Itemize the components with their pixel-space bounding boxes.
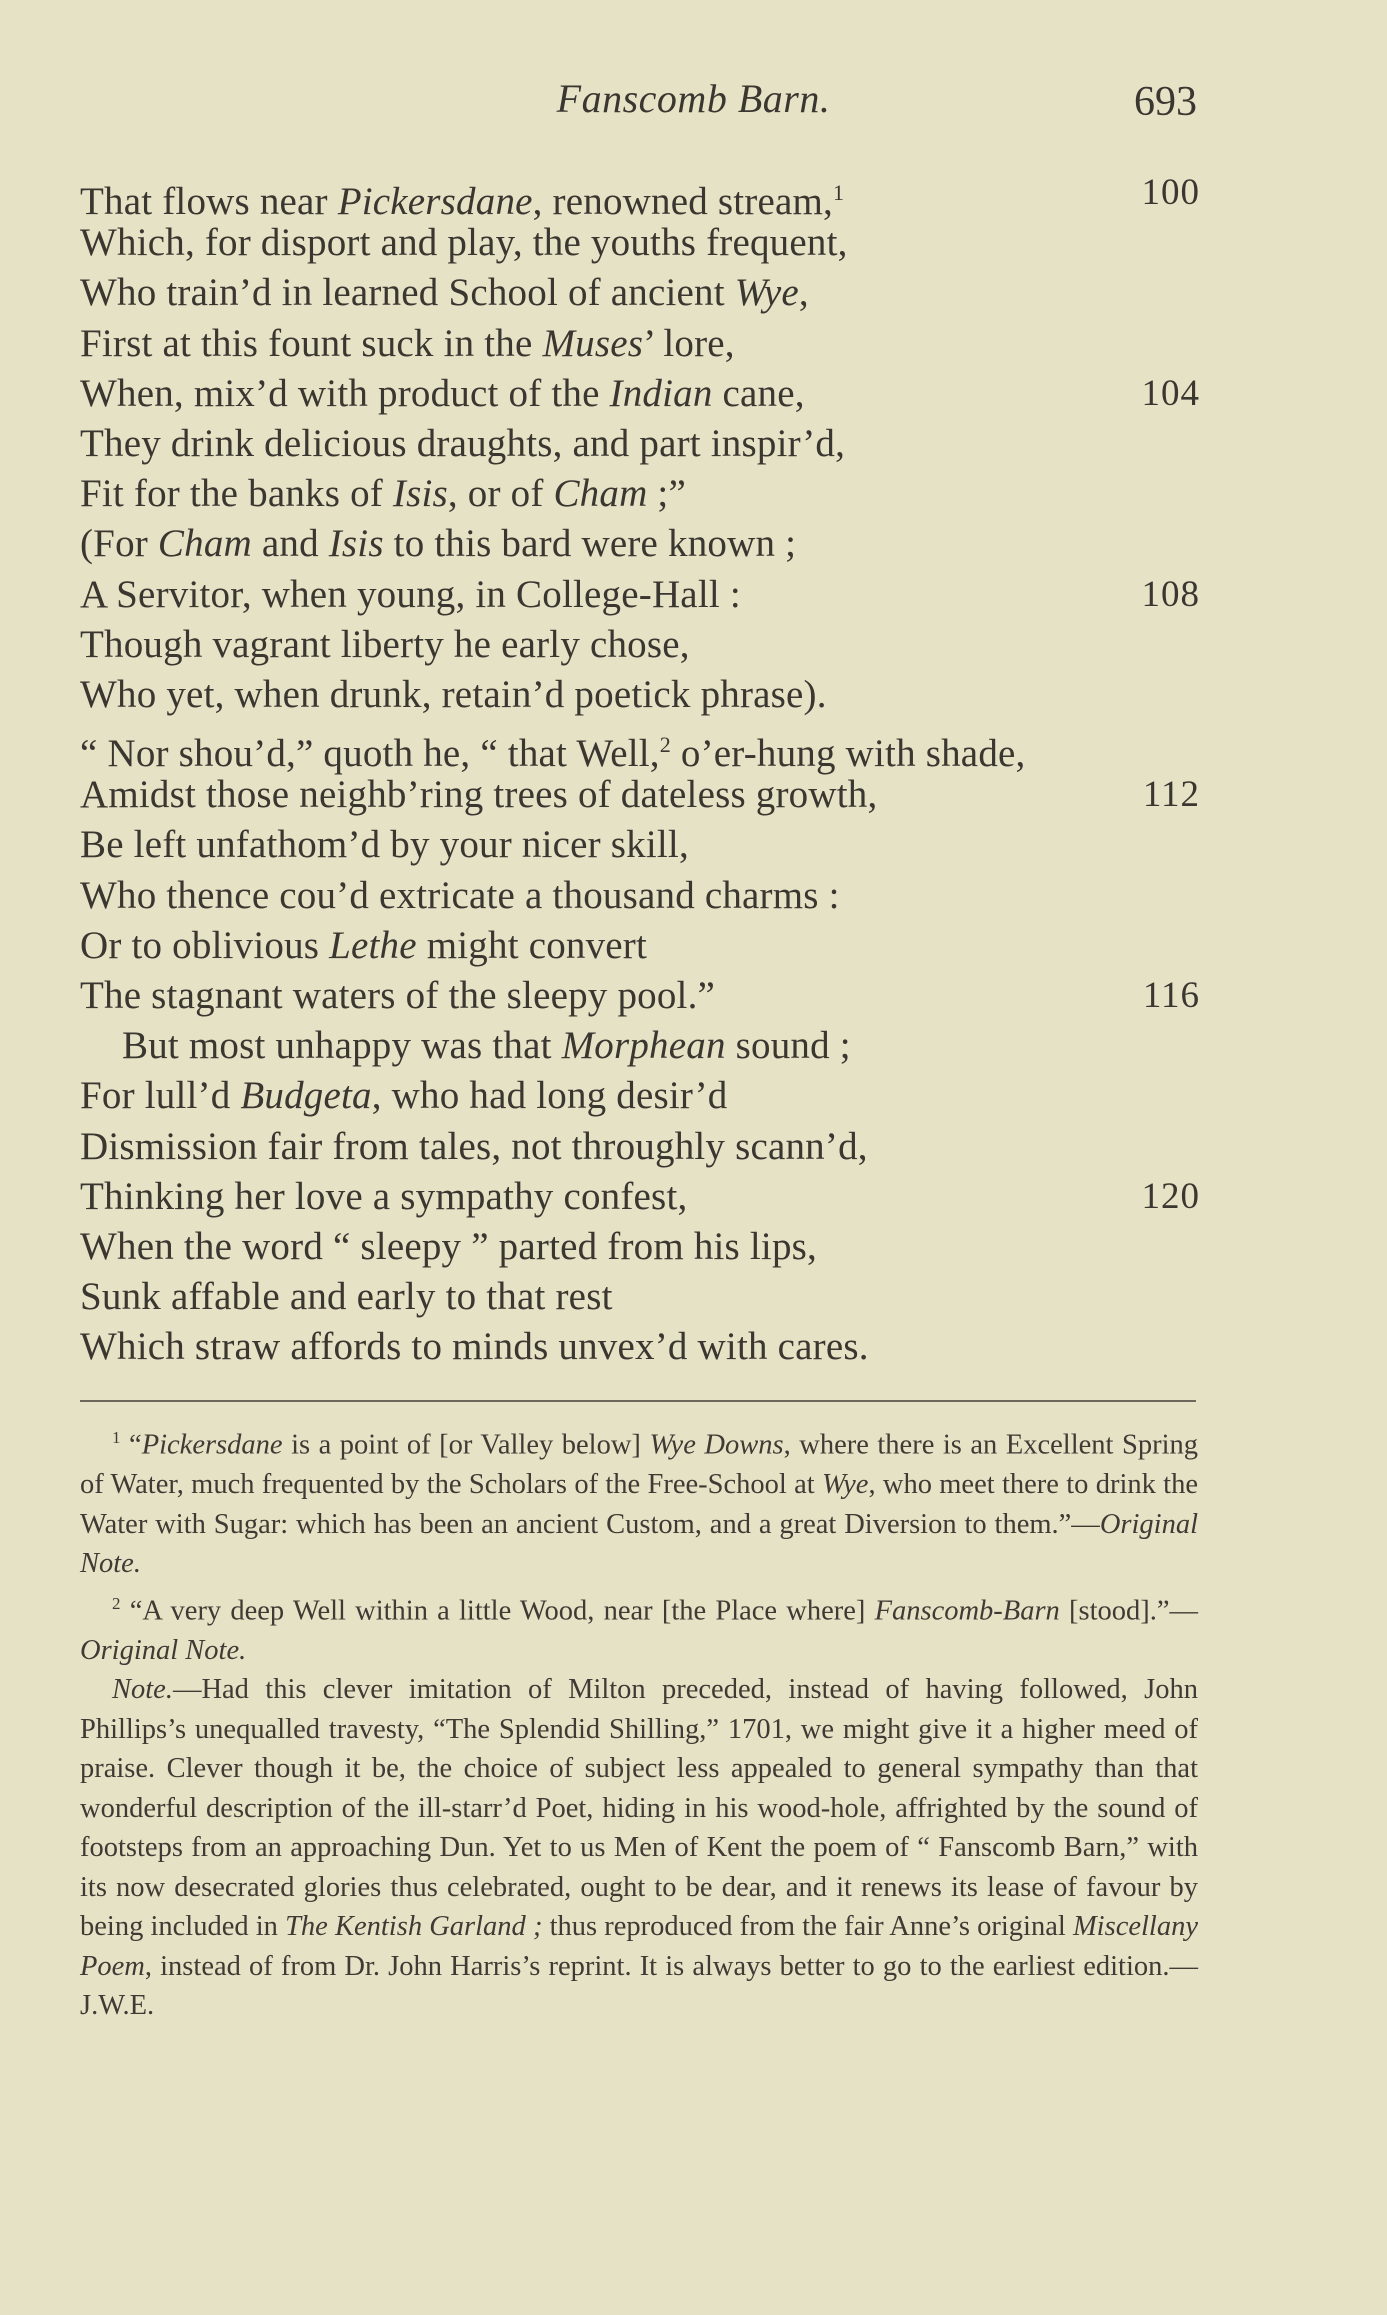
verse-text [80, 372, 805, 415]
verse-text [80, 924, 647, 967]
text-run: , who meet there to drink the Water with Sugar: which has been an ancient Custom, and a great Diversion to them.”— [80, 1469, 1198, 1540]
line-number: 112 [1142, 774, 1200, 816]
text-run: A Servitor, when young, in College-Hall : [80, 572, 741, 616]
text-run: might convert [416, 923, 648, 967]
italic-text: Isis [328, 522, 384, 566]
verse-line [80, 871, 1200, 921]
verse-text [80, 823, 689, 866]
text-run: “ [120, 1429, 142, 1461]
verse-line [80, 820, 1200, 870]
text-run: When the word “ sleepy ” parted from his lips, [80, 1224, 817, 1268]
verse-line [80, 469, 1200, 519]
text-run: “A very deep Well within a little Wood, near [the Place where] [120, 1595, 875, 1626]
verse-text [80, 1225, 817, 1268]
verse-line [80, 971, 1200, 1021]
verse-line [80, 1272, 1200, 1322]
verse-text [80, 874, 840, 917]
verse-text [80, 673, 827, 716]
verse-text [80, 180, 844, 223]
verse-text [80, 221, 848, 264]
verse-line [80, 921, 1200, 971]
verse-text [80, 472, 686, 515]
verse-line [80, 720, 1200, 776]
footnote-divider [80, 1400, 1196, 1402]
italic-text: Fanscomb-Barn [874, 1595, 1060, 1626]
text-run: Who yet, when drunk, retain’d poetick phrase). [80, 672, 827, 716]
italic-text: Note. [112, 1674, 173, 1705]
verse-line [80, 1021, 1200, 1071]
text-run: “ Nor shou’d,” quoth he, “ that Well, [80, 732, 660, 776]
verse-text [80, 573, 741, 616]
running-header-title: Fanscomb Barn. [556, 76, 831, 121]
text-run: , [798, 271, 809, 315]
text-run: cane, [712, 371, 805, 415]
line-number: 120 [1141, 1175, 1200, 1217]
line-number: 108 [1141, 573, 1200, 615]
italic-text: Miscellany Poem [80, 1911, 1198, 1982]
footnote-marker: 2 [659, 732, 671, 758]
text-run: They drink delicious draughts, and part inspir’d, [80, 421, 846, 465]
text-run: —Had this clever imitation of Milton preceded, instead of having followed, John Phillips’s unequalled travesty, “The Splendid Shilling,” 1701, we might give it a higher meed of praise. Clever though it be, the choice of subject less appealed to general sympathy than that wonderful description of the ill-starr’d Poet, hiding in his wood-hole, affrighted by the sound of footsteps from an approaching Dun. Yet to us Men of Kent the poem of “ Fanscomb Barn,” with its now desecrated glories thus celebrated, ought to be dear, and it renews its lease of favour by being included in [80, 1674, 1198, 1942]
verse-line [80, 570, 1200, 620]
text-run: o’er-hung with shade, [670, 732, 1026, 776]
italic-text: Lethe [329, 923, 417, 967]
verse-text [80, 732, 1025, 775]
italic-text: Cham [157, 522, 252, 566]
text-run: , instead of from Dr. John Harris’s reprint. It is always better to go to the earliest edition.—J.W.E. [80, 1950, 1198, 2021]
text-run: When, mix’d with product of the [80, 371, 610, 415]
text-run: Though vagrant liberty he early chose, [80, 622, 690, 666]
text-run: ;” [647, 472, 686, 516]
verse-text [80, 271, 809, 314]
verse-text [80, 1125, 868, 1168]
italic-text: Wye [734, 271, 799, 315]
verse-line [80, 1222, 1200, 1272]
verse-text [80, 1024, 851, 1067]
verse-line [80, 519, 1200, 569]
verse-line [80, 369, 1200, 419]
footnote-1 [80, 1418, 1198, 1584]
verse-text [80, 1074, 727, 1117]
verse-text [80, 1275, 613, 1318]
verse-line [80, 670, 1200, 720]
verse-line [80, 419, 1200, 469]
verse-line [80, 770, 1200, 820]
italic-text: Morphean [561, 1024, 726, 1068]
text-run: , or of [447, 472, 554, 516]
verse-line [80, 1172, 1200, 1222]
text-run: , where there is an Excellent Spring of Water, much frequented by the Scholars of the Free-School at [80, 1429, 1198, 1500]
text-run: Who train’d in learned School of ancient [80, 271, 735, 315]
text-run: Fit for the banks of [80, 472, 393, 516]
verse-text [80, 522, 796, 565]
verse-line [80, 620, 1200, 670]
verse-line [80, 268, 1200, 318]
verse-line [80, 168, 1200, 223]
text-run: Which, for disport and play, the youths frequent, [80, 221, 848, 265]
text-run: But most unhappy was that [122, 1024, 562, 1068]
verse-text [80, 322, 735, 365]
footnote-marker: 1 [112, 1428, 121, 1447]
text-run: and [251, 522, 329, 566]
text-run: The stagnant waters of the sleepy pool.” [80, 974, 716, 1017]
footnote-marker: 1 [832, 180, 845, 205]
text-run: Be left unfathom’d by your nicer skill, [80, 823, 689, 867]
line-number: 104 [1141, 372, 1200, 414]
verse-text [80, 623, 690, 666]
text-run: is a point of [or Valley below] [282, 1429, 650, 1461]
text-run: ’ lore, [643, 321, 735, 365]
text-run: (For [80, 522, 158, 566]
text-run: Dismission fair from tales, not throughly scann’d, [80, 1124, 868, 1168]
verse-line [80, 1322, 1200, 1372]
poem-body [80, 168, 1200, 1373]
verse-text [80, 974, 715, 1017]
italic-text: Wye [822, 1469, 869, 1500]
italic-text: Budgeta [240, 1074, 372, 1118]
verse-line [80, 218, 1200, 268]
text-run: Which straw affords to minds unvex’d with cares. [80, 1325, 869, 1369]
verse-text [80, 1325, 869, 1368]
text-run: That flows near [80, 180, 338, 223]
footnotes-section [80, 1418, 1198, 2026]
italic-text: The Kentish Garland ; [285, 1911, 543, 1942]
text-run: First at this fount suck in the [80, 321, 543, 365]
italic-text: Wye Downs [649, 1429, 784, 1461]
text-run: , renowned stream, [532, 180, 833, 223]
italic-text: Indian [609, 371, 713, 415]
text-run: Amidst those neighb’ring trees of dateless growth, [80, 773, 878, 817]
text-run: sound ; [725, 1024, 851, 1068]
verse-line [80, 1122, 1200, 1172]
text-run: [stood].”— [1059, 1595, 1199, 1626]
verse-text [80, 422, 845, 465]
footnote-2 [80, 1584, 1198, 1671]
verse-line [80, 1071, 1200, 1121]
editor-note [80, 1670, 1198, 2026]
footnote-marker: 2 [112, 1593, 121, 1613]
verse-text [80, 1175, 687, 1218]
text-run: For lull’d [80, 1074, 241, 1118]
text-run: thus reproduced from the fair Anne’s original [542, 1911, 1073, 1942]
text-run: Or to oblivious [80, 923, 330, 967]
line-number: 116 [1142, 975, 1200, 1016]
italic-text: Pickersdane [141, 1429, 283, 1461]
text-run: , who had long desir’d [371, 1074, 728, 1118]
italic-text: Original Note. [80, 1508, 1198, 1579]
verse-text [80, 773, 877, 816]
italic-text: Original Note. [80, 1634, 247, 1666]
page-number: 693 [1134, 79, 1197, 125]
verse-line [80, 319, 1200, 369]
italic-text: Cham [553, 472, 648, 516]
text-run: Thinking her love a sympathy confest, [80, 1174, 688, 1218]
text-run: Who thence cou’d extricate a thousand charms : [80, 873, 840, 917]
italic-text: Muses [542, 321, 644, 365]
line-number: 100 [1141, 172, 1200, 213]
text-run: to this bard were known ; [383, 522, 797, 566]
text-run: Sunk affable and early to that rest [80, 1275, 613, 1319]
italic-text: Pickersdane [337, 180, 533, 223]
italic-text: Isis [392, 472, 448, 516]
